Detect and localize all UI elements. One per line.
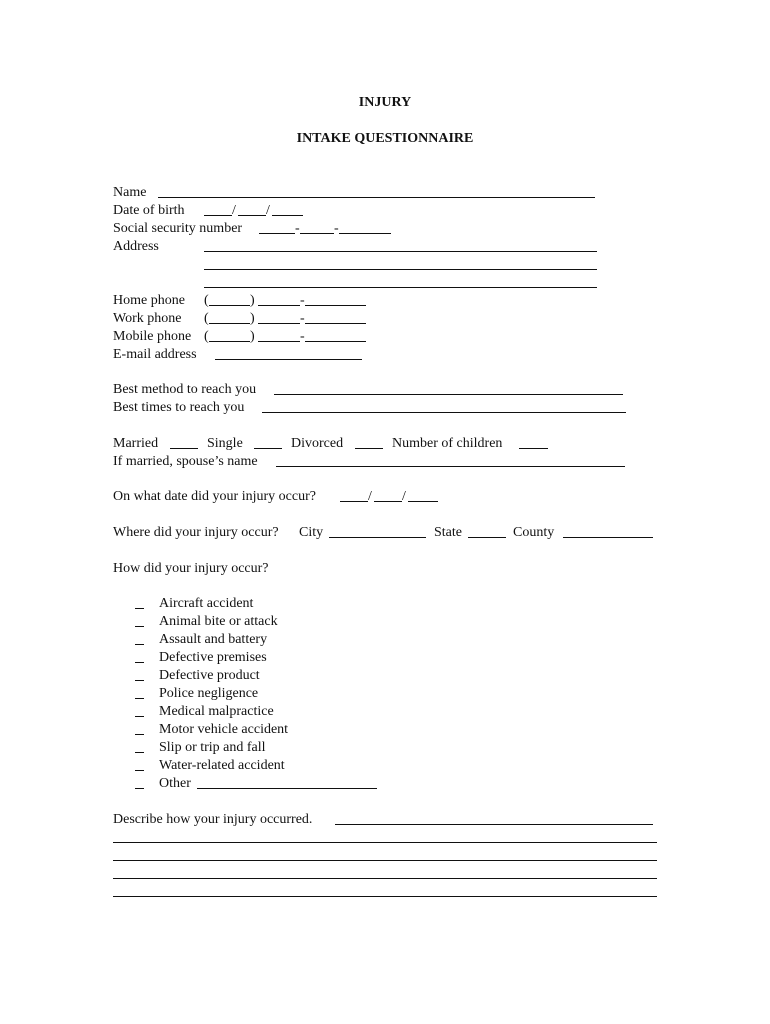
injury-date-month-field[interactable]	[340, 501, 368, 502]
injury-cause-option-label: Aircraft accident	[159, 596, 254, 611]
divorced-label: Divorced	[291, 436, 344, 451]
best-times-label: Best times to reach you	[113, 400, 245, 415]
ssn-separator: -	[295, 221, 300, 236]
injury-cause-checkbox[interactable]	[135, 788, 144, 789]
injury-cause-checkbox[interactable]	[135, 770, 144, 771]
mobile-phone-label: Mobile phone	[113, 329, 192, 344]
city-field[interactable]	[329, 537, 426, 538]
injury-cause-checkbox[interactable]	[135, 716, 144, 717]
best-method-field[interactable]	[274, 394, 623, 395]
injury-cause-option-label: Medical malpractice	[159, 704, 274, 719]
address-line-1[interactable]	[204, 251, 597, 252]
divorced-field[interactable]	[355, 448, 383, 449]
injury-date-year-field[interactable]	[408, 501, 438, 502]
home-phone-label: Home phone	[113, 293, 185, 308]
address-line-2[interactable]	[204, 269, 597, 270]
state-label: State	[434, 525, 462, 540]
injury-cause-checkbox[interactable]	[135, 734, 144, 735]
address-line-3[interactable]	[204, 287, 597, 288]
injury-cause-label: How did your injury occur?	[113, 561, 269, 576]
injury-location-label: Where did your injury occur?	[113, 525, 279, 540]
phone-dash: -	[300, 293, 305, 308]
describe-field-line-2[interactable]	[113, 842, 657, 843]
other-cause-field[interactable]	[197, 788, 377, 789]
state-field[interactable]	[468, 537, 506, 538]
dob-month-field[interactable]	[204, 215, 232, 216]
city-label: City	[299, 525, 324, 540]
injury-cause-checkbox[interactable]	[135, 680, 144, 681]
injury-cause-option-label: Animal bite or attack	[159, 614, 278, 629]
injury-cause-option-label: Defective product	[159, 668, 260, 683]
work-phone-label: Work phone	[113, 311, 182, 326]
phone-open-paren: (	[204, 311, 209, 326]
phone-open-paren: (	[204, 329, 209, 344]
dob-separator: /	[232, 203, 236, 218]
injury-cause-option-label: Police negligence	[159, 686, 259, 701]
married-label: Married	[113, 436, 159, 451]
ssn-part3-field[interactable]	[339, 233, 391, 234]
ssn-label: Social security number	[113, 221, 243, 236]
describe-field-line-5[interactable]	[113, 896, 657, 897]
children-field[interactable]	[519, 448, 548, 449]
phone-close-paren: )	[250, 311, 255, 326]
ssn-part2-field[interactable]	[300, 233, 334, 234]
home-phone-number-field[interactable]	[305, 305, 366, 306]
injury-date-day-field[interactable]	[374, 501, 402, 502]
form-subtitle: INTAKE QUESTIONNAIRE	[296, 131, 474, 146]
injury-date-separator: /	[368, 489, 372, 504]
county-label: County	[513, 525, 555, 540]
phone-dash: -	[300, 311, 305, 326]
ssn-separator: -	[334, 221, 339, 236]
describe-field-line-3[interactable]	[113, 860, 657, 861]
dob-day-field[interactable]	[238, 215, 266, 216]
mobile-phone-number-field[interactable]	[305, 341, 366, 342]
injury-cause-option-label: Assault and battery	[159, 632, 268, 647]
mobile-phone-prefix-field[interactable]	[258, 341, 300, 342]
home-phone-area-field[interactable]	[209, 305, 250, 306]
phone-close-paren: )	[250, 329, 255, 344]
dob-year-field[interactable]	[272, 215, 303, 216]
describe-field-line-4[interactable]	[113, 878, 657, 879]
injury-cause-option-label: Defective premises	[159, 650, 267, 665]
name-field[interactable]	[158, 197, 595, 198]
email-field[interactable]	[215, 359, 362, 360]
injury-date-label: On what date did your injury occur?	[113, 489, 316, 504]
mobile-phone-area-field[interactable]	[209, 341, 250, 342]
injury-cause-checkbox[interactable]	[135, 698, 144, 699]
home-phone-prefix-field[interactable]	[258, 305, 300, 306]
injury-cause-option-label: Other	[159, 776, 191, 791]
work-phone-number-field[interactable]	[305, 323, 366, 324]
describe-field-line-1[interactable]	[335, 824, 653, 825]
form-title: INJURY	[358, 95, 412, 110]
injury-cause-checkbox[interactable]	[135, 644, 144, 645]
work-phone-prefix-field[interactable]	[258, 323, 300, 324]
children-label: Number of children	[392, 436, 503, 451]
phone-close-paren: )	[250, 293, 255, 308]
phone-open-paren: (	[204, 293, 209, 308]
injury-cause-checkbox[interactable]	[135, 662, 144, 663]
single-label: Single	[207, 436, 243, 451]
email-label: E-mail address	[113, 347, 197, 362]
injury-cause-checkbox[interactable]	[135, 752, 144, 753]
work-phone-area-field[interactable]	[209, 323, 250, 324]
injury-cause-option-label: Motor vehicle accident	[159, 722, 289, 737]
dob-separator: /	[266, 203, 270, 218]
county-field[interactable]	[563, 537, 653, 538]
phone-dash: -	[300, 329, 305, 344]
married-field[interactable]	[170, 448, 198, 449]
name-label: Name	[113, 185, 147, 200]
address-label: Address	[113, 239, 159, 254]
best-method-label: Best method to reach you	[113, 382, 257, 397]
best-times-field[interactable]	[262, 412, 626, 413]
single-field[interactable]	[254, 448, 282, 449]
dob-label: Date of birth	[113, 203, 185, 218]
describe-label: Describe how your injury occurred.	[113, 812, 313, 827]
injury-cause-checkbox[interactable]	[135, 626, 144, 627]
injury-cause-option-label: Water-related accident	[159, 758, 285, 773]
injury-cause-checkbox[interactable]	[135, 608, 144, 609]
spouse-field[interactable]	[276, 466, 625, 467]
injury-cause-option-label: Slip or trip and fall	[159, 740, 266, 755]
injury-date-separator: /	[402, 489, 406, 504]
spouse-label: If married, spouse’s name	[113, 454, 258, 469]
ssn-part1-field[interactable]	[259, 233, 295, 234]
